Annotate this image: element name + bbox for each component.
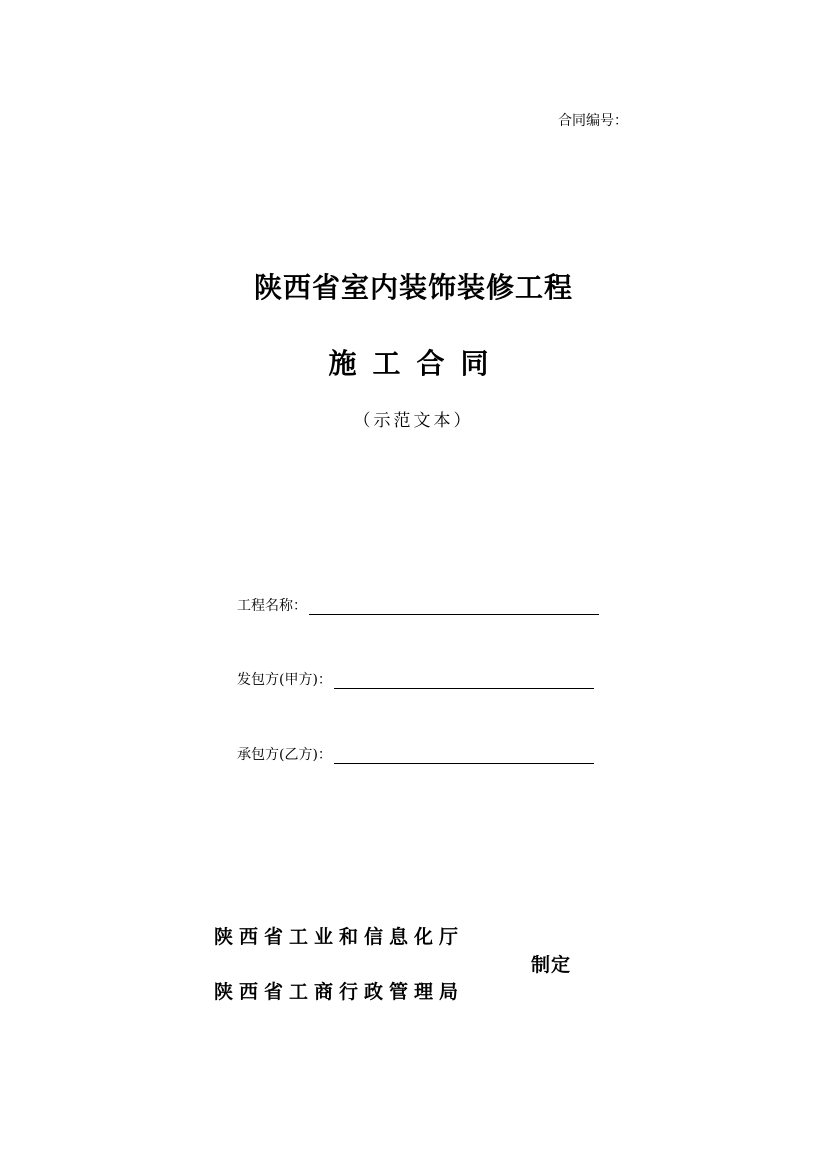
- document-title: 陕西省室内装饰装修工程: [253, 271, 573, 304]
- party-a-blank[interactable]: [334, 674, 594, 689]
- document-note: （示范文本）: [353, 411, 474, 431]
- party-b-field: [237, 744, 594, 764]
- project-name-field: [237, 595, 599, 615]
- issuer-industry-dept: 陕西省工业和信息化厅: [214, 926, 465, 948]
- party-a-label: 发包方(甲方)：: [237, 672, 332, 688]
- party-b-label: 承包方(乙方)：: [237, 747, 332, 763]
- document-subtitle: 施工合同: [328, 347, 505, 380]
- party-a-field: [237, 669, 594, 689]
- contract-number-label: 合同编号：: [558, 113, 628, 129]
- issuer-commerce-bureau: 陕西省工商行政管理局: [214, 981, 465, 1003]
- project-name-blank[interactable]: [309, 600, 599, 615]
- project-name-label: 工程名称：: [237, 598, 307, 614]
- party-b-blank[interactable]: [334, 749, 594, 764]
- made-label: 制定: [531, 954, 572, 976]
